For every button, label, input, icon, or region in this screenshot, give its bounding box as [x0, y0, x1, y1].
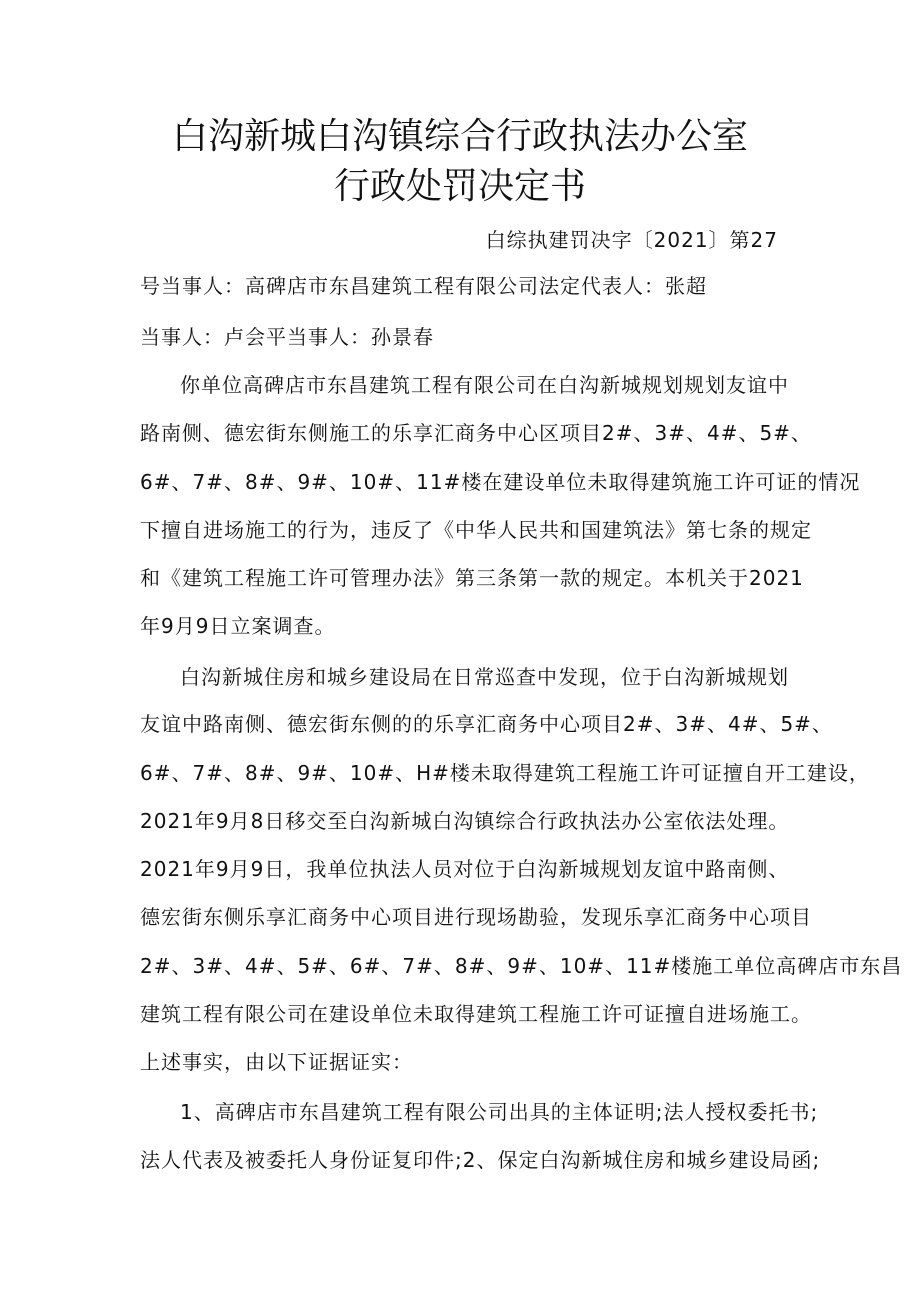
- evidence-line: 1、高碑店市东昌建筑工程有限公司出具的主体证明;法人授权委托书;: [180, 1100, 819, 1124]
- paragraph-1-line: 6#、7#、8#、9#、10#、11#楼在建设单位未取得建筑施工许可证的情况: [140, 470, 861, 494]
- paragraph-1-line: 你单位高碑店市东昌建筑工程有限公司在白沟新城规划规划友谊中: [180, 373, 789, 397]
- paragraph-2-line: 2021年9月9日，我单位执法人员对位于白沟新城规划友谊中路南侧、: [140, 857, 790, 881]
- paragraph-2-line: 德宏街东侧乐享汇商务中心项目进行现场勘验，发现乐享汇商务中心项目: [140, 905, 812, 929]
- paragraph-1-line: 年9月9日立案调查。: [140, 614, 336, 638]
- document-title-line2: 行政处罚决定书: [333, 166, 586, 207]
- parties-line-1: 号当事人：高碑店市东昌建筑工程有限公司法定代表人：张超: [140, 274, 707, 298]
- paragraph-2-line: 上述事实，由以下证据证实：: [140, 1050, 413, 1074]
- paragraph-2-line: 2#、3#、4#、5#、6#、7#、8#、9#、10#、11#楼施工单位高碑店市东昌: [140, 954, 903, 978]
- paragraph-2-line: 友谊中路南侧、德宏街东侧的的乐享汇商务中心项目2#、3#、4#、5#、: [140, 712, 833, 736]
- paragraph-2-line: 6#、7#、8#、9#、10#、H#楼未取得建筑工程施工许可证擅自开工建设，: [140, 761, 870, 785]
- document-title-line1: 白沟新城白沟镇综合行政执法办公室: [171, 116, 748, 157]
- paragraph-2-line: 建筑工程有限公司在建设单位未取得建筑工程施工许可证擅自进场施工。: [140, 1002, 812, 1026]
- paragraph-1-line: 路南侧、德宏街东侧施工的乐享汇商务中心区项目2#、3#、4#、5#、: [140, 421, 812, 445]
- paragraph-1-line: 下擅自进场施工的行为，违反了《中华人民共和国建筑法》第七条的规定: [140, 518, 812, 542]
- paragraph-1-line: 和《建筑工程施工许可管理办法》第三条第一款的规定。本机关于2021: [140, 566, 804, 590]
- evidence-line: 法人代表及被委托人身份证复印件;2、保定白沟新城住房和城乡建设局函;: [140, 1148, 821, 1172]
- document-number: 白综执建罚决字〔2021〕第27: [485, 228, 778, 252]
- paragraph-2-line: 2021年9月8日移交至白沟新城白沟镇综合行政执法办公室依法处理。: [140, 809, 790, 833]
- paragraph-2-line: 白沟新城住房和城乡建设局在日常巡查中发现，位于白沟新城规划: [180, 665, 789, 689]
- parties-line-2: 当事人：卢会平当事人：孙景春: [140, 325, 434, 349]
